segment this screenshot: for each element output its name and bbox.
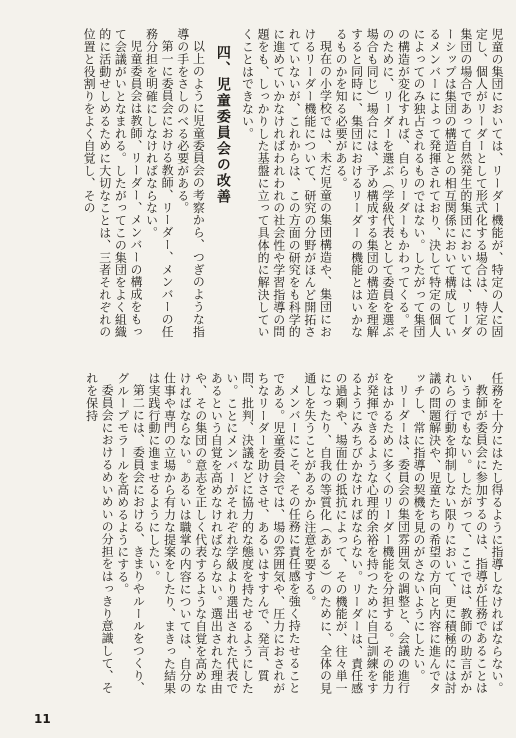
paragraph: 教師が委員会に参加するのは、指導が任務であることはいうまでもない。したがって、ここでは、教師の助言がかれらの行動を抑制しない限りにおいて、更に積極的には討議の問題解決や、児童たちの希望の方向と内容に進んでタッチし、常に指導の契機を見のがさないようにしたい。: [412, 372, 489, 695]
paragraph: 第一に委員会における教師、リーダー、メンバーの任務分担を明確にしなければならない。: [144, 28, 175, 338]
upper-half-text: [16, 28, 504, 346]
paragraph: 第二には、委員会における、きまりやルールをつくり、グループモラールを高めるようにする。: [115, 372, 146, 694]
paragraph: 以上のように児童委員会の考察から、つぎのような指導の手をさしのべる必要がある。: [175, 28, 206, 338]
section-heading: 四、児童委員会の改善: [214, 44, 231, 205]
paragraph: 任務を十分にはたし得るように指導しなければならない。: [490, 372, 504, 695]
paragraph: リーダーは、委員会の集団雰囲気の調整と、会議の進行をはかるために多くのリーダー機能を分担する。その能力が発揮できるような心理的余裕を持つために自己訓練をするようにみちびかなければならない。リーダーは、責任感の過剰や、場面仕の抵抗によって、その機能が、往々単一になったり、自我の等質化（あがる）のために、全体の見通しを失うことがあるから注意を要する。: [302, 372, 411, 695]
page-number: 11: [34, 712, 51, 726]
lower-half-text: [16, 372, 504, 704]
paragraph: 児童委員会は教師、リーダー、メンバーの構成をもって会議がいとなまれる。したがってこの集団をよく組織的に活動せしめるために大切なことは、三者それぞれの位置と役割りをよく自覚し、その: [82, 28, 143, 338]
paragraph: 児童の集団においては、リーダー機能が、特定の人に固定し、個人がリーダーとして形式化する場合は、特定の集団の場合であって自然発生的集団においては、リーダーシップは集団の構造との相互関係において構成しているメンバーによって発揮されており、決して特定の個人によってのみ独占されるものではない。したがって集団の構造が変化すれば、自らリーダーもかわってくる。そのために、リーダーを選ぶ（学級代表として委員を選ぶ場合も同じ）場合には、予め構成する集団の構造を理解すると同時に、集団におけるリーダーの機能とはいかなるものかを知る必要がある。: [334, 28, 504, 338]
paragraph: 現在の小学校では、未だ児童の集団構造や、集団におけるリーダー機能について、研究の分野がほんど開拓されていないが、これからは、この方面の研究をも科学的に進めていかなければわれわれの社会性や学習指導の問題をも、しっかりした基盤に立って具体的に解決していくことはできない。: [240, 28, 333, 338]
paragraph: メンバーにこそ、その任務に責任感を強く持たせることである。児童委員会では、場の雰囲気や、圧力におされがちなリーダーを助けさせ、あるいはすすんで、発言、質問、批判、決議などに協力的な態度を持たせるようにしたい。ことにメンバーがそれぞれ学級より選出された代表であるという自覚を高めなければならない。選出された理由や、その集団の意志を正しく代表するような自覚を高めなければならない。あるいは職掌の内容については、自分の仕事や専門の立場から有力な提案をしたり、まきった結果は実践行動に進ませるようにしたい。: [146, 372, 302, 695]
paragraph: 委員会におけるめいめいの分担をはっきり意識して、それを保持: [84, 372, 115, 694]
